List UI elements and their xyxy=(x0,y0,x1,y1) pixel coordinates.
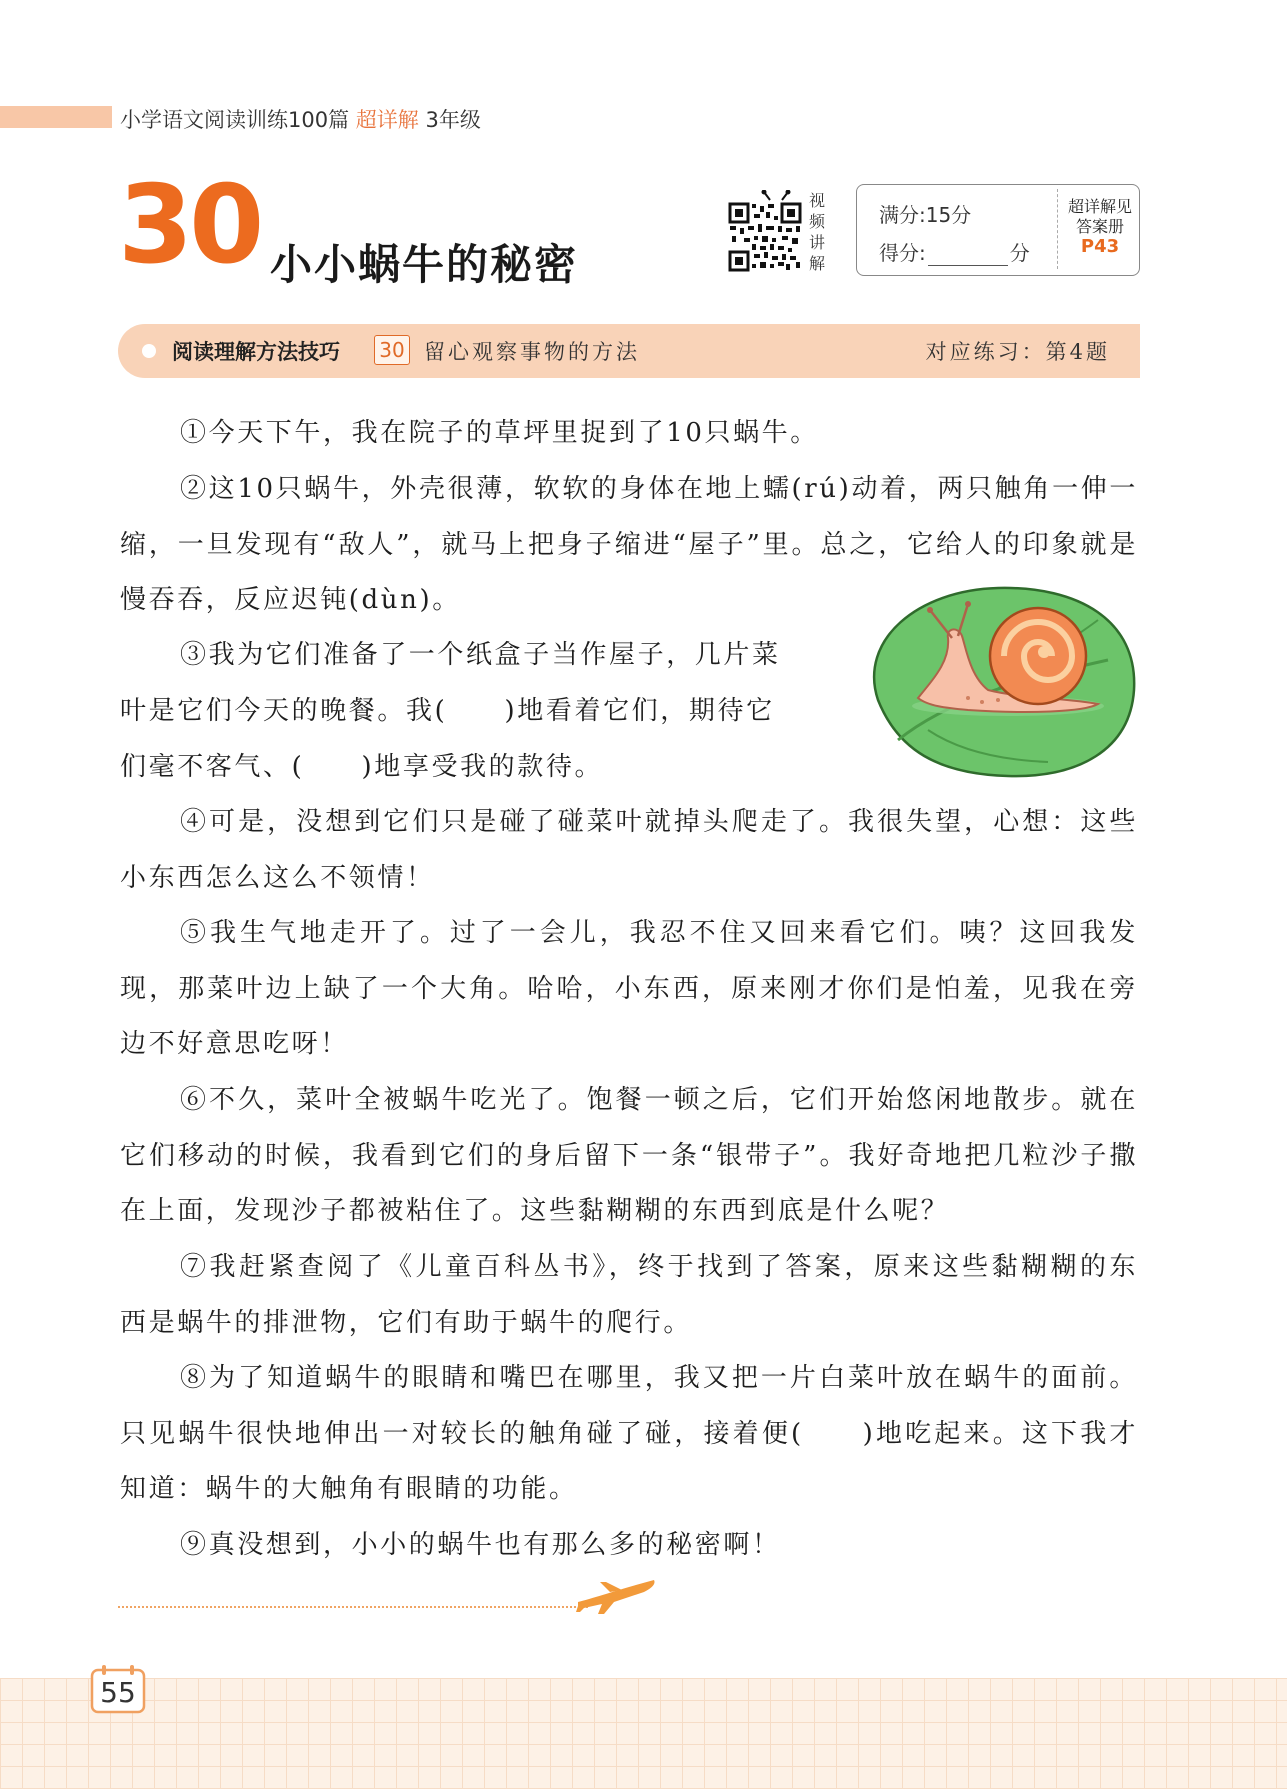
header-color-band xyxy=(0,106,112,128)
score-blank[interactable] xyxy=(928,247,1008,266)
qr-label-char: 频 xyxy=(808,212,825,231)
lesson-number: 30 xyxy=(118,163,261,288)
paragraph-8: ⑧为了知道蜗牛的眼睛和嘴巴在哪里，我又把一片白菜叶放在蜗牛的面前。只见蜗牛很快地伸出一对较长的触角碰了碰，接着便( )地吃起来。这下我才知道：蜗牛的大触角有眼睛的功能。 xyxy=(120,1363,1138,1504)
series-title: 小学语文阅读训练100篇 xyxy=(120,108,350,132)
score-divider xyxy=(1057,189,1058,269)
paragraph-3-line3: 们毫不客气、( )地享受我的款待。 xyxy=(120,752,604,782)
score-label: 得分: xyxy=(879,241,926,265)
paragraph-6: ⑥不久，菜叶全被蜗牛吃光了。饱餐一顿之后，它们开始悠闲地散步。就在它们移动的时候，我看到它们的身后留下一条“银带子”。我好奇地把几粒沙子撒在上面，发现沙子都被粘住了。这些黏糊糊的东西到底是什么呢？ xyxy=(120,1085,1138,1226)
qr-code-icon[interactable] xyxy=(726,190,804,274)
decorative-dotted-line xyxy=(118,1606,588,1608)
answer-ref-line1: 超详解见 xyxy=(1067,197,1132,216)
paragraph-1: ①今天下午，我在院子的草坪里捉到了10只蜗牛。 xyxy=(180,418,819,448)
banner-practice: 对应练习：第4题 xyxy=(925,340,1110,364)
paragraph-7: ⑦我赶紧查阅了《儿童百科丛书》，终于找到了答案，原来这些黏糊糊的东西是蜗牛的排泄物，它们有助于蜗牛的爬行。 xyxy=(120,1252,1138,1338)
paragraph-2: ②这10只蜗牛，外壳很薄，软软的身体在地上蠕(rú)动着，两只触角一伸一缩，一旦发现有“敌人”，就马上把身子缩进“屋子”里。总之，它给人的印象就是慢吞吞，反应迟钝(dùn)。 xyxy=(120,474,1138,615)
airplane-icon xyxy=(574,1576,658,1616)
method-banner xyxy=(118,324,1140,378)
full-score: 满分:15分 xyxy=(879,203,972,227)
banner-label: 阅读理解方法技巧 xyxy=(172,340,340,364)
banner-number-badge: 30 xyxy=(374,335,410,365)
score-unit: 分 xyxy=(1009,241,1030,265)
lesson-title: 小小蜗牛的秘密 xyxy=(270,240,579,289)
qr-label-char: 视 xyxy=(808,191,825,210)
video-explanation-label xyxy=(806,190,828,274)
score-box xyxy=(856,184,1140,276)
paragraph-3-line1: ③我为它们准备了一个纸盒子当作屋子，几片菜 xyxy=(180,640,781,670)
banner-method: 留心观察事物的方法 xyxy=(424,340,640,364)
answer-ref-page: P43 xyxy=(1080,236,1120,257)
paragraph-9: ⑨真没想到，小小的蜗牛也有那么多的秘密啊！ xyxy=(180,1530,781,1560)
paragraph-3-line2: 叶是它们今天的晚餐。我( )地看着它们，期待它 xyxy=(120,696,775,726)
grade-label: 3年级 xyxy=(425,108,481,132)
banner-dot-icon xyxy=(142,344,156,358)
qr-label-char: 讲 xyxy=(808,233,825,252)
answer-reference xyxy=(1063,197,1137,257)
qr-label-char: 解 xyxy=(808,254,825,273)
paragraph-5: ⑤我生气地走开了。过了一会儿，我忍不住又回来看它们。咦？这回我发现，那菜叶边上缺了一个大角。哈哈，小东西，原来刚才你们是怕羞，见我在旁边不好意思吃呀！ xyxy=(120,918,1138,1059)
series-accent: 超详解 xyxy=(355,108,419,132)
book-series-header xyxy=(120,104,481,134)
answer-ref-line2: 答案册 xyxy=(1075,217,1124,236)
footer-grid-background xyxy=(0,1678,1287,1789)
score-field[interactable] xyxy=(879,237,1030,266)
paragraph-4: ④可是，没想到它们只是碰了碰菜叶就掉头爬走了。我很失望，心想：这些小东西怎么这么不领情！ xyxy=(120,807,1138,893)
page-number: 55 xyxy=(100,1676,136,1709)
snail-illustration xyxy=(858,580,1140,782)
